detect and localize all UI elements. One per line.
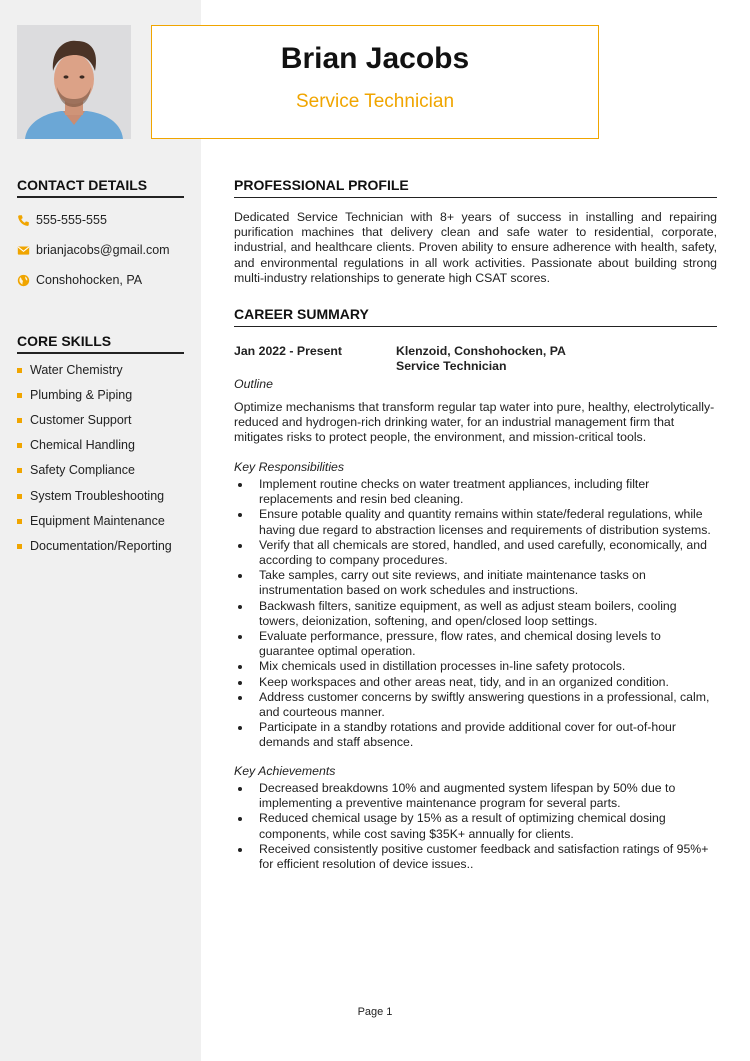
outline-label: Outline (234, 377, 273, 391)
list-item: Address customer concerns by swiftly answering questions in a professional, calm, and courteous manner. (234, 690, 717, 720)
skill-label: Customer Support (30, 413, 132, 427)
bullet-square-icon (17, 418, 22, 423)
bullet-square-icon (17, 544, 22, 549)
sidebar (0, 0, 201, 1061)
list-item: Received consistently positive customer feedback and satisfaction ratings of 95%+ for efficient resolution of device issues.. (234, 842, 717, 872)
list-item: Evaluate performance, pressure, flow rates, and chemical dosing levels to guarantee optimal operation. (234, 629, 717, 659)
phone-icon (17, 214, 30, 227)
skills-heading: CORE SKILLS (17, 333, 184, 354)
contact-phone (17, 212, 107, 228)
skill-label: Documentation/Reporting (30, 539, 172, 553)
candidate-name: Brian Jacobs (280, 42, 470, 75)
bullet-square-icon (17, 368, 22, 373)
list-item: Ensure potable quality and quantity remains within state/federal regulations, while having due regard to abstraction licenses and requirements of distribution systems. (234, 507, 717, 537)
page-number: Page 1 (357, 1006, 393, 1018)
envelope-icon (17, 244, 30, 257)
skill-label: Water Chemistry (30, 363, 123, 377)
list-item: Backwash filters, sanitize equipment, as well as adjust steam boilers, cooling towers, deionization, softening, and open/closed loop settings. (234, 599, 717, 629)
career-heading: CAREER SUMMARY (234, 306, 717, 327)
profile-text: Dedicated Service Technician with 8+ years of success in installing and repairing purification machines that delivery clean and safe water to residential, corporate, industrial, and healthcare clients. Proven ability to ensure adherence with health, safety, and environmental regulations in all work activities. Passionate about building strong multi-industry relationships to generate high CSAT scores. (234, 210, 717, 285)
contact-email (17, 242, 170, 258)
skill-item (17, 514, 165, 528)
list-item: Participate in a standby rotations and provide additional cover for out-of-hour demands and staff absence. (234, 720, 717, 750)
skill-label: Equipment Maintenance (30, 514, 165, 528)
profile-heading: PROFESSIONAL PROFILE (234, 177, 717, 198)
job-dates: Jan 2022 - Present (234, 344, 343, 358)
achievements-list (234, 781, 717, 872)
bullet-square-icon (17, 494, 22, 499)
responsibilities-label: Key Responsibilities (234, 460, 345, 474)
skill-label: Chemical Handling (30, 438, 135, 452)
skill-item (17, 363, 123, 377)
list-item: Verify that all chemicals are stored, handled, and used carefully, economically, and according to company procedures. (234, 538, 717, 568)
list-item: Mix chemicals used in distillation processes in-line safety protocols. (234, 659, 717, 674)
contact-heading: CONTACT DETAILS (17, 177, 184, 198)
responsibilities-list (234, 477, 717, 751)
name-box (151, 25, 599, 139)
phone-text: 555-555-555 (36, 213, 107, 227)
list-item: Decreased breakdowns 10% and augmented system lifespan by 50% due to implementing a preventive maintenance program for several parts. (234, 781, 717, 811)
job-role: Service Technician (396, 359, 507, 373)
bullet-square-icon (17, 519, 22, 524)
job-company: Klenzoid, Conshohocken, PA (396, 344, 566, 358)
skill-label: Safety Compliance (30, 463, 135, 477)
globe-icon (17, 274, 30, 287)
profile-photo (17, 25, 131, 139)
skill-item (17, 489, 164, 503)
outline-text: Optimize mechanisms that transform regular tap water into pure, healthy, electrolytically-reduced and hydrogen-rich drinking water, for an industrial management firm that mitigates risks to protect people, the environment, and mission-critical tools. (234, 400, 715, 445)
list-item: Implement routine checks on water treatment appliances, including filter replacements and resin bed cleaning. (234, 477, 717, 507)
bullet-square-icon (17, 443, 22, 448)
bullet-square-icon (17, 393, 22, 398)
location-text: Conshohocken, PA (36, 273, 143, 287)
skill-label: System Troubleshooting (30, 489, 165, 503)
skill-item (17, 539, 172, 553)
list-item: Keep workspaces and other areas neat, tidy, and in an organized condition. (234, 675, 717, 690)
email-text: brianjacobs@gmail.com (36, 243, 170, 257)
list-item: Reduced chemical usage by 15% as a result of optimizing chemical dosing components, while cost saving $35K+ annually for clients. (234, 811, 717, 841)
skill-label: Plumbing & Piping (30, 388, 133, 402)
skill-item (17, 463, 135, 477)
skill-item (17, 413, 131, 427)
skill-item (17, 438, 135, 452)
contact-location (17, 272, 142, 288)
bullet-square-icon (17, 468, 22, 473)
achievements-label: Key Achievements (234, 764, 336, 778)
candidate-title: Service Technician (295, 91, 455, 112)
list-item: Take samples, carry out site reviews, and initiate maintenance tasks on instrumentation based on work schedules and instructions. (234, 568, 717, 598)
skill-item (17, 388, 132, 402)
